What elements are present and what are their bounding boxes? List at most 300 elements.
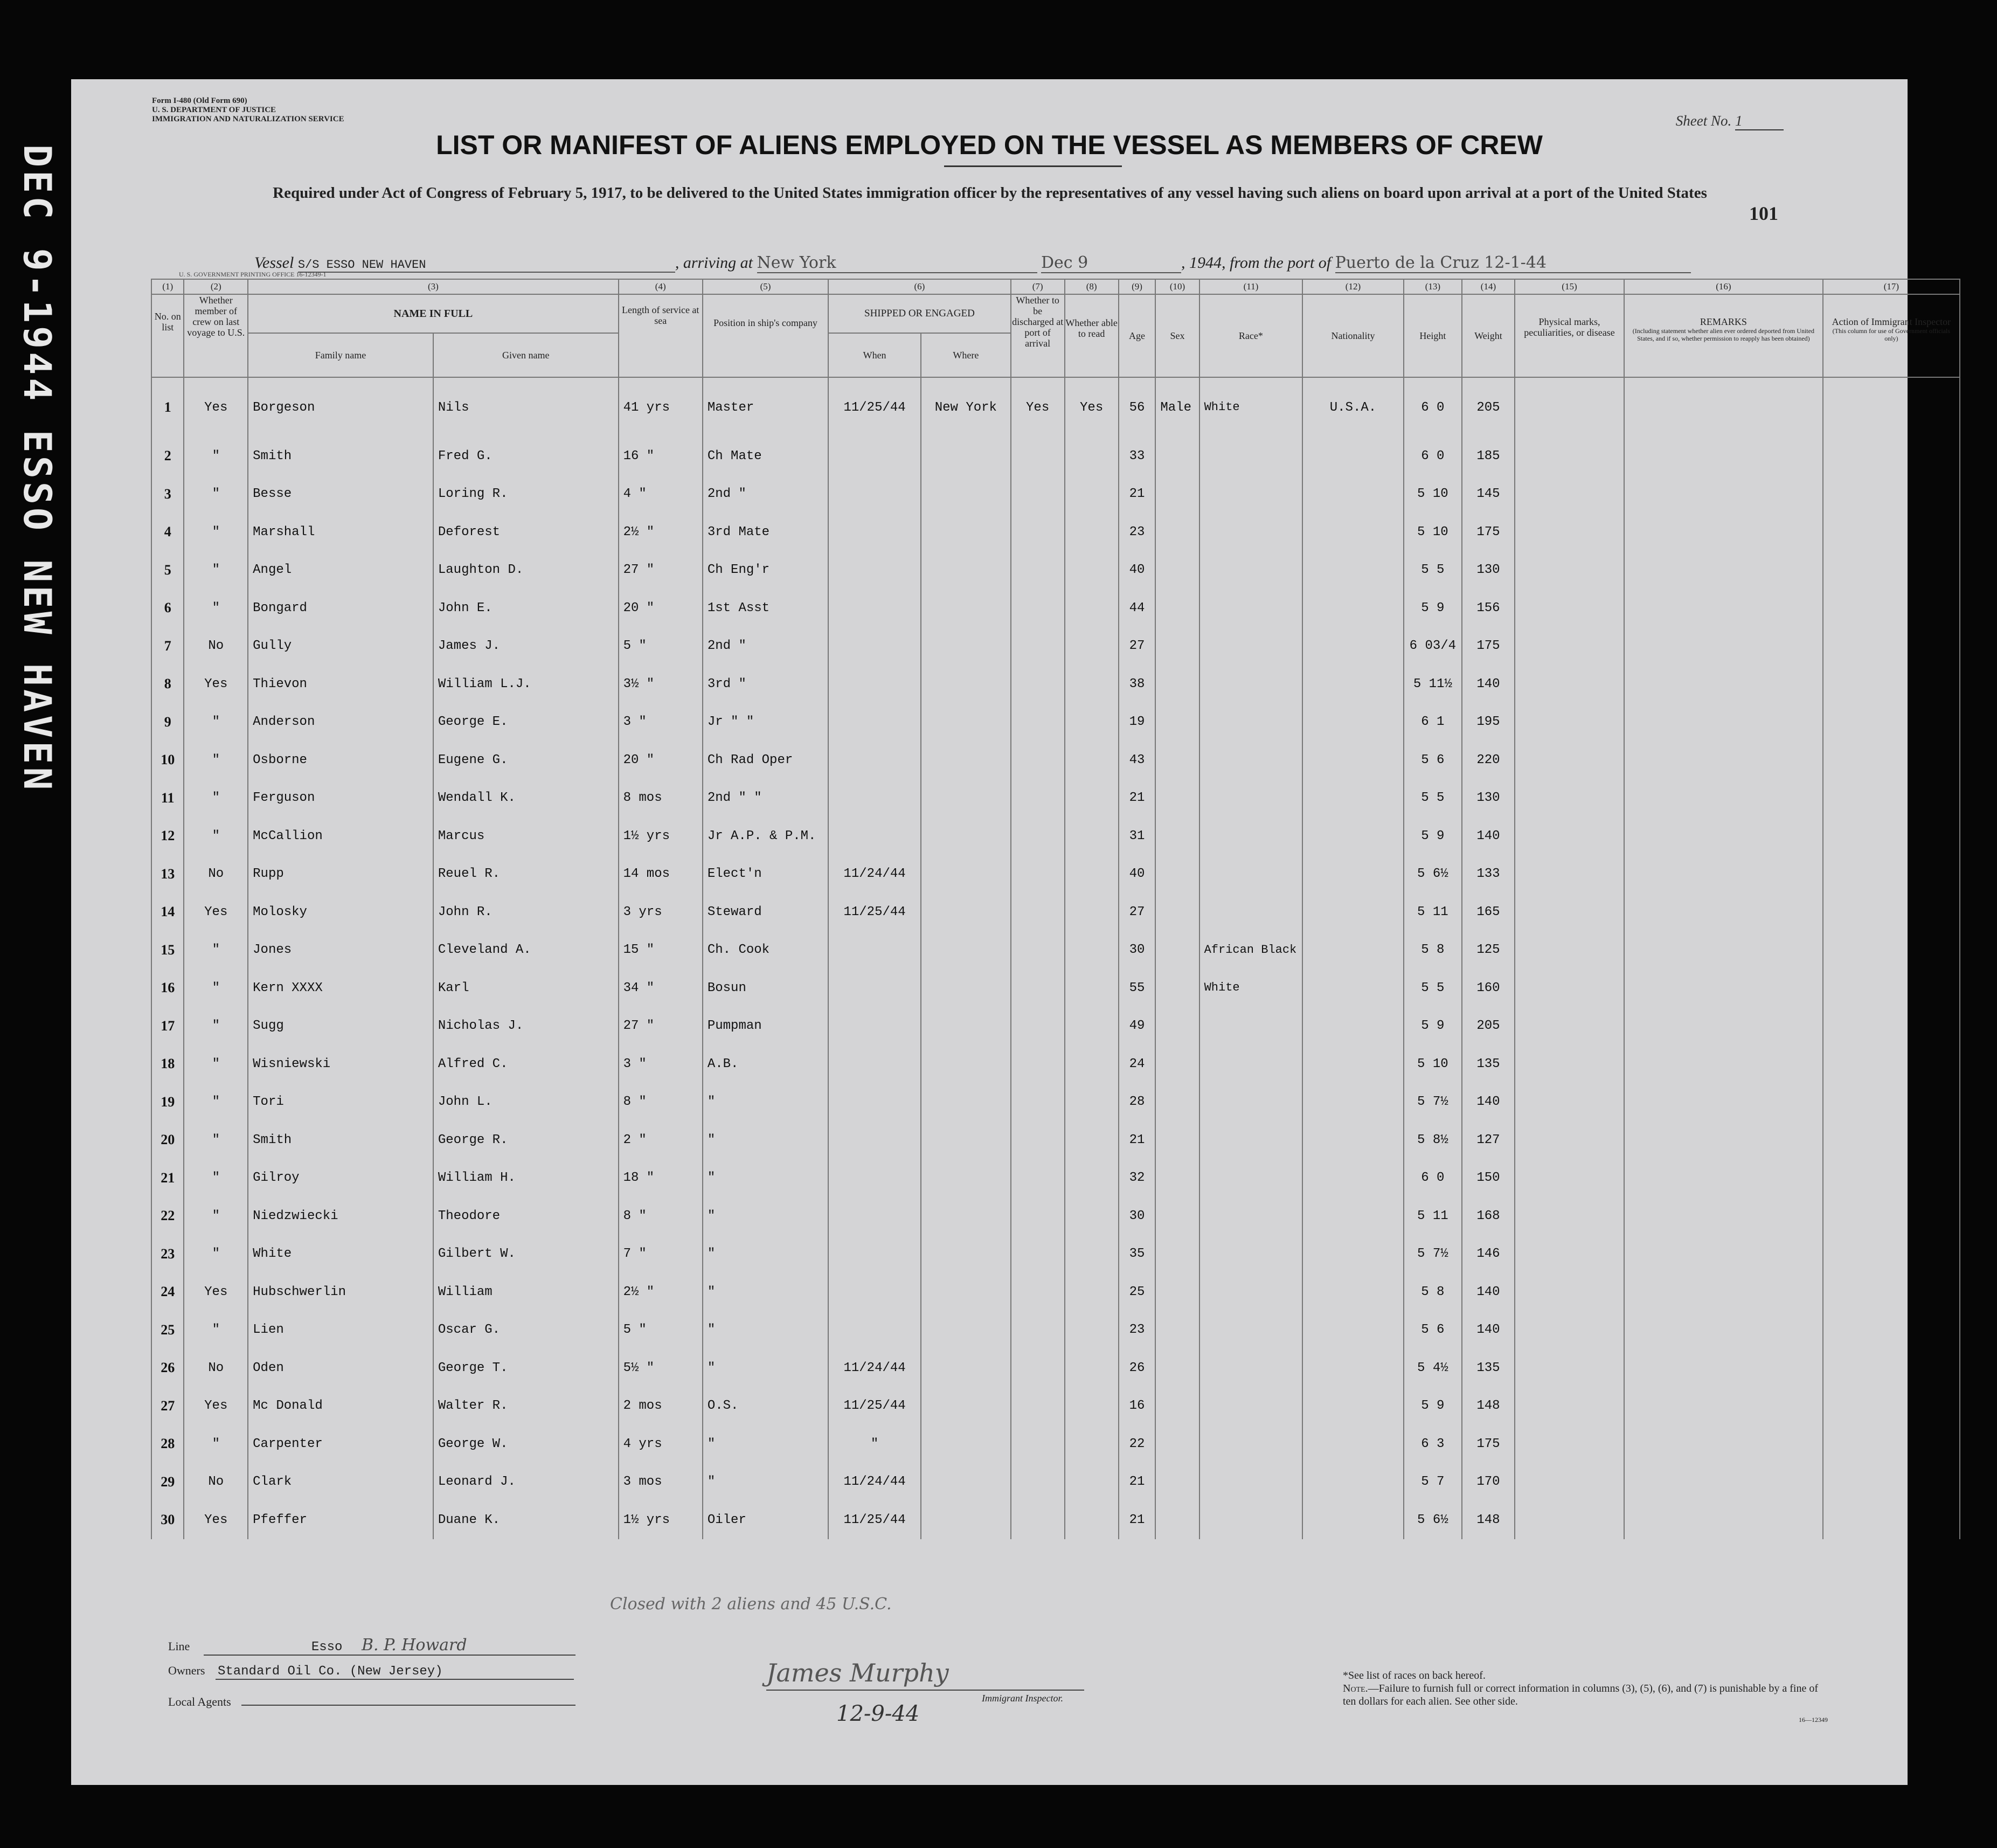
member-last-voyage: " — [184, 1197, 248, 1235]
given-name: James J. — [433, 627, 619, 666]
race — [1199, 779, 1303, 818]
family-name: Gilroy — [248, 1159, 433, 1198]
given-name: Oscar G. — [433, 1311, 619, 1349]
physical-marks — [1515, 969, 1624, 1007]
crew-rows — [151, 377, 1960, 1539]
height: 5 11 — [1404, 1197, 1462, 1235]
header-height: Height — [1404, 294, 1462, 377]
position: 2nd " — [703, 627, 828, 666]
table-row — [151, 1159, 1960, 1198]
sex — [1155, 1425, 1199, 1463]
race — [1199, 1463, 1303, 1501]
row-number: 22 — [151, 1197, 184, 1235]
shipped-where — [921, 703, 1011, 742]
shipped-where: New York — [921, 377, 1011, 437]
action — [1823, 1273, 1960, 1311]
row-number: 14 — [151, 893, 184, 931]
height: 5 8½ — [1404, 1121, 1462, 1159]
nationality: U.S.A. — [1302, 377, 1403, 437]
position: 3rd Mate — [703, 513, 828, 551]
shipped-where — [921, 931, 1011, 970]
header-where: Where — [921, 333, 1011, 377]
action — [1823, 741, 1960, 779]
service-length: 3 mos — [619, 1463, 703, 1501]
row-number: 20 — [151, 1121, 184, 1159]
able-to-read — [1065, 703, 1119, 742]
able-to-read — [1065, 1425, 1119, 1463]
family-name: Besse — [248, 475, 433, 514]
service-length: 8 mos — [619, 779, 703, 818]
sex — [1155, 1349, 1199, 1387]
member-last-voyage: " — [184, 779, 248, 818]
remarks — [1624, 1197, 1823, 1235]
race — [1199, 513, 1303, 551]
family-name: Lien — [248, 1311, 433, 1349]
able-to-read — [1065, 1197, 1119, 1235]
height: 5 8 — [1404, 931, 1462, 970]
header-read: Whether able to read — [1065, 294, 1119, 377]
family-name: Wisniewski — [248, 1045, 433, 1083]
remarks — [1624, 1045, 1823, 1083]
service-length: 20 " — [619, 741, 703, 779]
family-name: Angel — [248, 551, 433, 590]
remarks — [1624, 893, 1823, 931]
table-row — [151, 1007, 1960, 1046]
row-number: 13 — [151, 855, 184, 894]
discharged — [1011, 551, 1065, 590]
action — [1823, 779, 1960, 818]
discharged — [1011, 703, 1065, 742]
action — [1823, 969, 1960, 1007]
action — [1823, 1121, 1960, 1159]
nationality — [1302, 1273, 1403, 1311]
weight: 168 — [1462, 1197, 1515, 1235]
row-number: 6 — [151, 589, 184, 627]
age: 26 — [1119, 1349, 1156, 1387]
given-name: Eugene G. — [433, 741, 619, 779]
given-name: John L. — [433, 1083, 619, 1122]
height: 5 8 — [1404, 1273, 1462, 1311]
given-name: George E. — [433, 703, 619, 742]
remarks — [1624, 1463, 1823, 1501]
physical-marks — [1515, 1197, 1624, 1235]
discharged — [1011, 627, 1065, 666]
family-name: Smith — [248, 437, 433, 475]
inspector-signature: James Murphy — [766, 1658, 949, 1687]
height: 6 0 — [1404, 1159, 1462, 1198]
service-length: 5 " — [619, 627, 703, 666]
physical-marks — [1515, 703, 1624, 742]
race — [1199, 1273, 1303, 1311]
given-name: Nils — [433, 377, 619, 437]
shipped-where — [921, 437, 1011, 475]
service-length: 1½ yrs — [619, 817, 703, 855]
able-to-read — [1065, 627, 1119, 666]
physical-marks — [1515, 1121, 1624, 1159]
family-name: Sugg — [248, 1007, 433, 1046]
member-last-voyage: " — [184, 817, 248, 855]
remarks — [1624, 377, 1823, 437]
height: 5 9 — [1404, 589, 1462, 627]
table-row — [151, 1349, 1960, 1387]
row-number: 21 — [151, 1159, 184, 1198]
remarks — [1624, 817, 1823, 855]
position: Ch Mate — [703, 437, 828, 475]
shipped-where — [921, 513, 1011, 551]
height: 5 5 — [1404, 551, 1462, 590]
row-number: 5 — [151, 551, 184, 590]
height: 5 5 — [1404, 779, 1462, 818]
age: 21 — [1119, 1463, 1156, 1501]
table-row — [151, 969, 1960, 1007]
remarks — [1624, 665, 1823, 703]
family-name: McCallion — [248, 817, 433, 855]
member-last-voyage: " — [184, 589, 248, 627]
line-row: Line Esso B. P. Howard — [168, 1636, 653, 1656]
shipped-where — [921, 779, 1011, 818]
race — [1199, 589, 1303, 627]
row-number: 16 — [151, 969, 184, 1007]
shipped-when — [828, 665, 921, 703]
member-last-voyage: Yes — [184, 1501, 248, 1539]
sex — [1155, 931, 1199, 970]
race — [1199, 1159, 1303, 1198]
remarks — [1624, 627, 1823, 666]
row-number: 4 — [151, 513, 184, 551]
shipped-where — [921, 1501, 1011, 1539]
title-underline — [944, 165, 1122, 167]
able-to-read — [1065, 551, 1119, 590]
position: Jr " " — [703, 703, 828, 742]
member-last-voyage: " — [184, 1311, 248, 1349]
nationality — [1302, 1349, 1403, 1387]
shipped-where — [921, 817, 1011, 855]
crew-table — [151, 279, 1960, 1539]
remarks — [1624, 589, 1823, 627]
position: 2nd " — [703, 475, 828, 514]
physical-marks — [1515, 437, 1624, 475]
shipped-where — [921, 1463, 1011, 1501]
discharged — [1011, 931, 1065, 970]
remarks — [1624, 741, 1823, 779]
sex — [1155, 513, 1199, 551]
able-to-read — [1065, 817, 1119, 855]
shipped-when — [828, 817, 921, 855]
discharged — [1011, 1083, 1065, 1122]
given-name: Gilbert W. — [433, 1235, 619, 1273]
row-number: 10 — [151, 741, 184, 779]
row-number: 7 — [151, 627, 184, 666]
given-name: Deforest — [433, 513, 619, 551]
height: 5 10 — [1404, 475, 1462, 514]
nationality — [1302, 551, 1403, 590]
race — [1199, 741, 1303, 779]
member-last-voyage: " — [184, 1121, 248, 1159]
height: 5 7½ — [1404, 1235, 1462, 1273]
given-name: Theodore — [433, 1197, 619, 1235]
action — [1823, 817, 1960, 855]
member-last-voyage: " — [184, 1425, 248, 1463]
sex: Male — [1155, 377, 1199, 437]
table-row — [151, 1311, 1960, 1349]
sex — [1155, 1387, 1199, 1425]
shipped-when: 11/24/44 — [828, 1349, 921, 1387]
table-row — [151, 589, 1960, 627]
sex — [1155, 893, 1199, 931]
action — [1823, 665, 1960, 703]
nationality — [1302, 627, 1403, 666]
age: 38 — [1119, 665, 1156, 703]
discharged — [1011, 513, 1065, 551]
height: 5 10 — [1404, 1045, 1462, 1083]
member-last-voyage: Yes — [184, 1387, 248, 1425]
service-length: 3 " — [619, 1045, 703, 1083]
nationality — [1302, 1159, 1403, 1198]
sex — [1155, 1197, 1199, 1235]
action — [1823, 855, 1960, 894]
header-name: NAME IN FULL — [248, 294, 618, 333]
family-name: Oden — [248, 1349, 433, 1387]
race — [1199, 1121, 1303, 1159]
given-name: George R. — [433, 1121, 619, 1159]
table-row — [151, 1425, 1960, 1463]
family-name: Osborne — [248, 741, 433, 779]
family-name: Pfeffer — [248, 1501, 433, 1539]
age: 24 — [1119, 1045, 1156, 1083]
race: African Black — [1199, 931, 1303, 970]
action — [1823, 1349, 1960, 1387]
weight: 130 — [1462, 779, 1515, 818]
nationality — [1302, 437, 1403, 475]
header-age: Age — [1119, 294, 1156, 377]
nationality — [1302, 513, 1403, 551]
age: 28 — [1119, 1083, 1156, 1122]
nationality — [1302, 1425, 1403, 1463]
remarks — [1624, 513, 1823, 551]
discharged — [1011, 969, 1065, 1007]
discharged — [1011, 475, 1065, 514]
table-row — [151, 1083, 1960, 1122]
able-to-read — [1065, 1387, 1119, 1425]
age: 44 — [1119, 589, 1156, 627]
closing-note: Closed with 2 aliens and 45 U.S.C. — [610, 1595, 892, 1614]
owners-row: Owners Standard Oil Co. (New Jersey) — [168, 1664, 653, 1680]
race — [1199, 1311, 1303, 1349]
age: 21 — [1119, 779, 1156, 818]
height: 5 6 — [1404, 1311, 1462, 1349]
vessel-name: S/S ESSO NEW HAVEN — [298, 258, 675, 273]
height: 5 11½ — [1404, 665, 1462, 703]
sex — [1155, 1311, 1199, 1349]
discharged — [1011, 1463, 1065, 1501]
nationality — [1302, 817, 1403, 855]
physical-marks — [1515, 377, 1624, 437]
sex — [1155, 1235, 1199, 1273]
service-length: 8 " — [619, 1197, 703, 1235]
able-to-read — [1065, 779, 1119, 818]
header-nationality: Nationality — [1302, 294, 1403, 377]
sex — [1155, 1273, 1199, 1311]
row-number: 11 — [151, 779, 184, 818]
able-to-read — [1065, 931, 1119, 970]
race — [1199, 855, 1303, 894]
position: " — [703, 1349, 828, 1387]
race — [1199, 665, 1303, 703]
weight: 140 — [1462, 1273, 1515, 1311]
age: 56 — [1119, 377, 1156, 437]
shipped-when — [828, 1121, 921, 1159]
given-name: Duane K. — [433, 1501, 619, 1539]
discharged — [1011, 1273, 1065, 1311]
member-last-voyage: " — [184, 1045, 248, 1083]
height: 5 6 — [1404, 741, 1462, 779]
row-number: 27 — [151, 1387, 184, 1425]
physical-marks — [1515, 817, 1624, 855]
sex — [1155, 1121, 1199, 1159]
action — [1823, 377, 1960, 437]
shipped-when: 11/25/44 — [828, 1501, 921, 1539]
departure-port: Puerto de la Cruz 12-1-44 — [1335, 253, 1691, 273]
shipped-when — [828, 551, 921, 590]
table-row — [151, 1273, 1960, 1311]
member-last-voyage: " — [184, 475, 248, 514]
weight: 160 — [1462, 969, 1515, 1007]
shipped-when — [828, 1235, 921, 1273]
member-last-voyage: No — [184, 855, 248, 894]
family-name: Thievon — [248, 665, 433, 703]
row-number: 2 — [151, 437, 184, 475]
physical-marks — [1515, 589, 1624, 627]
shipped-where — [921, 1083, 1011, 1122]
table-row — [151, 1387, 1960, 1425]
service-length: 4 " — [619, 475, 703, 514]
weight: 170 — [1462, 1463, 1515, 1501]
physical-marks — [1515, 665, 1624, 703]
page-title: LIST OR MANIFEST OF ALIENS EMPLOYED ON THE VESSEL AS MEMBERS OF CREW — [436, 130, 1543, 160]
age: 32 — [1119, 1159, 1156, 1198]
shipped-where — [921, 1273, 1011, 1311]
discharged — [1011, 1311, 1065, 1349]
remarks — [1624, 1501, 1823, 1539]
service-length: 8 " — [619, 1083, 703, 1122]
able-to-read — [1065, 1235, 1119, 1273]
shipped-when: 11/25/44 — [828, 377, 921, 437]
height: 5 4½ — [1404, 1349, 1462, 1387]
weight: 125 — [1462, 931, 1515, 970]
service-length: 7 " — [619, 1235, 703, 1273]
able-to-read — [1065, 1501, 1119, 1539]
family-name: Kern XXXX — [248, 969, 433, 1007]
nationality — [1302, 703, 1403, 742]
table-row — [151, 893, 1960, 931]
remarks — [1624, 703, 1823, 742]
table-row — [151, 1463, 1960, 1501]
member-last-voyage: " — [184, 1083, 248, 1122]
position: 1st Asst — [703, 589, 828, 627]
position: " — [703, 1311, 828, 1349]
service-length: 34 " — [619, 969, 703, 1007]
row-number: 9 — [151, 703, 184, 742]
service-length: 3½ " — [619, 665, 703, 703]
sex — [1155, 741, 1199, 779]
service-length: 16 " — [619, 437, 703, 475]
remarks — [1624, 1387, 1823, 1425]
position: Pumpman — [703, 1007, 828, 1046]
age: 55 — [1119, 969, 1156, 1007]
inspector-label: Immigrant Inspector. — [982, 1693, 1063, 1704]
remarks — [1624, 437, 1823, 475]
weight: 220 — [1462, 741, 1515, 779]
member-last-voyage: " — [184, 931, 248, 970]
physical-marks — [1515, 1501, 1624, 1539]
nationality — [1302, 1501, 1403, 1539]
member-last-voyage: " — [184, 741, 248, 779]
action — [1823, 1463, 1960, 1501]
owners-value: Standard Oil Co. (New Jersey) — [217, 1664, 443, 1679]
able-to-read — [1065, 1463, 1119, 1501]
race — [1199, 1425, 1303, 1463]
weight: 205 — [1462, 1007, 1515, 1046]
table-row — [151, 1045, 1960, 1083]
given-name: Laughton D. — [433, 551, 619, 590]
row-number: 26 — [151, 1349, 184, 1387]
shipped-where — [921, 551, 1011, 590]
sex — [1155, 703, 1199, 742]
able-to-read: Yes — [1065, 377, 1119, 437]
able-to-read — [1065, 665, 1119, 703]
position: 2nd " " — [703, 779, 828, 818]
table-row — [151, 475, 1960, 514]
action — [1823, 1425, 1960, 1463]
service-length: 5½ " — [619, 1349, 703, 1387]
header-remarks: REMARKS (Including statement whether alien ever ordered deported from United States, and if so, whether permission to reapply has been obtained) — [1624, 294, 1823, 377]
family-name: Bongard — [248, 589, 433, 627]
height: 5 7½ — [1404, 1083, 1462, 1122]
position: " — [703, 1159, 828, 1198]
nationality — [1302, 589, 1403, 627]
action — [1823, 627, 1960, 666]
discharged — [1011, 437, 1065, 475]
position: Elect'n — [703, 855, 828, 894]
sex — [1155, 1045, 1199, 1083]
physical-marks — [1515, 855, 1624, 894]
position: 3rd " — [703, 665, 828, 703]
sex — [1155, 1501, 1199, 1539]
vessel-line: Vessel S/S ESSO NEW HAVEN , arriving at New York Dec 9 , 1944, from the port of Puerto de la Cruz 12-1-44 — [254, 253, 1691, 273]
remarks — [1624, 1159, 1823, 1198]
table-row — [151, 1501, 1960, 1539]
race — [1199, 1007, 1303, 1046]
shipped-where — [921, 855, 1011, 894]
sex — [1155, 1083, 1199, 1122]
table-row — [151, 1235, 1960, 1273]
nationality — [1302, 931, 1403, 970]
family-name: Anderson — [248, 703, 433, 742]
physical-marks — [1515, 1387, 1624, 1425]
member-last-voyage: " — [184, 1007, 248, 1046]
height: 5 9 — [1404, 1007, 1462, 1046]
weight: 148 — [1462, 1387, 1515, 1425]
shipped-where — [921, 893, 1011, 931]
able-to-read — [1065, 589, 1119, 627]
sex — [1155, 817, 1199, 855]
shipped-when — [828, 1007, 921, 1046]
shipped-where — [921, 969, 1011, 1007]
row-number: 28 — [151, 1425, 184, 1463]
race — [1199, 1387, 1303, 1425]
discharged — [1011, 1501, 1065, 1539]
physical-marks — [1515, 1463, 1624, 1501]
